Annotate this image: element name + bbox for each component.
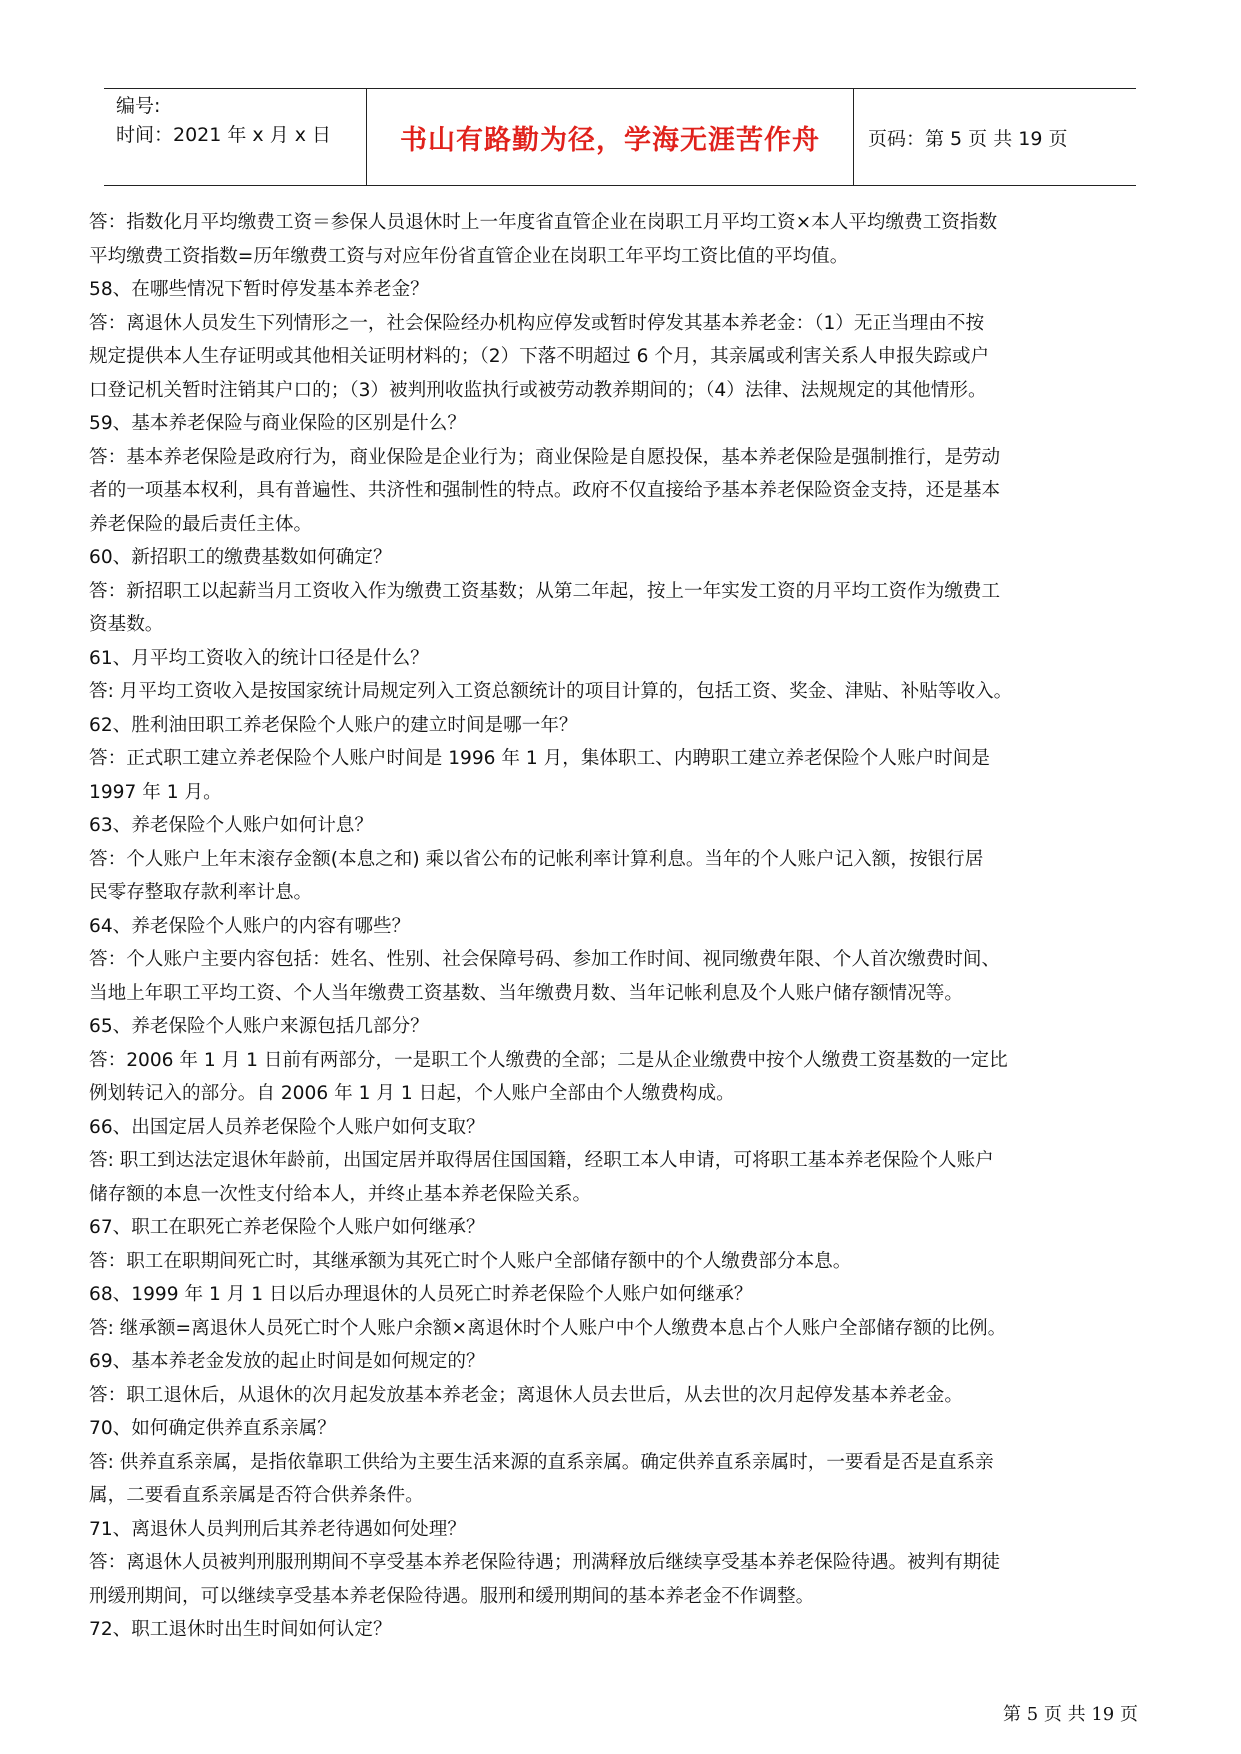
text-line: 65、养老保险个人账户来源包括几部分？ [89,1016,429,1037]
text-line: 67、职工在职死亡养老保险个人账户如何继承？ [89,1217,485,1238]
text-line: 答：2006 年 1 月 1 日前有两部分，一是职工个人缴费的全部；二是从企业缴费中按个人缴费工资基数的一定比 [89,1049,1008,1071]
text-line: 60、新招职工的缴费基数如何确定？ [89,547,392,568]
text-line: 61、月平均工资收入的统计口径是什么？ [89,647,429,669]
text-line: 58、在哪些情况下暂时停发基本养老金？ [89,279,429,300]
text-line: 当地上年职工平均工资、个人当年缴费工资基数、当年缴费月数、当年记帐利息及个人账户储存额情况等。 [89,982,963,1004]
text-line: 64、养老保险个人账户的内容有哪些？ [89,915,411,937]
text-line: 平均缴费工资指数=历年缴费工资与对应年份省直管企业在岗职工年平均工资比值的平均值。 [89,245,849,267]
text-line: 刑缓刑期间，可以继续享受基本养老保险待遇。服刑和缓刑期间的基本养老金不作调整。 [89,1585,815,1607]
header-meta [104,89,366,185]
text-line: 答: 月平均工资收入是按国家统计局规定列入工资总额统计的项目计算的，包括工资、奖金、津贴、补贴等收入。 [89,681,1013,702]
page-footer: 第 5 页 共 19 页 [1003,1704,1138,1725]
text-line: 答：离退休人员被判刑服刑期间不享受基本养老保险待遇；刑满释放后继续享受基本养老保险待遇。被判有期徒 [89,1552,1001,1573]
text-line: 答：离退休人员发生下列情形之一，社会保险经办机构应停发或暂时停发其基本养老金：（1）无正当理由不按 [89,312,985,334]
text-line: 储存额的本息一次性支付给本人，并终止基本养老保险关系。 [89,1183,592,1205]
document-header [104,88,1136,186]
header-page-info: 页码：第 5 页 共 19 页 [868,127,1068,150]
text-line: 66、出国定居人员养老保险个人账户如何支取？ [89,1116,485,1138]
text-line: 69、基本养老金发放的起止时间是如何规定的？ [89,1351,485,1372]
text-line: 养老保险的最后责任主体。 [89,513,313,535]
text-line: 答: 供养直系亲属，是指依靠职工供给为主要生活来源的直系亲属。确定供养直系亲属时，一要看是否是直系亲 [89,1451,994,1473]
text-line: 答：个人账户主要内容包括：姓名、性别、社会保障号码、参加工作时间、视同缴费年限、个人首次缴费时间、 [89,949,1001,970]
text-line: 72、职工退休时出生时间如何认定？ [89,1619,392,1640]
text-line: 71、离退休人员判刑后其养老待遇如何处理？ [89,1518,466,1540]
text-line: 答：职工在职期间死亡时，其继承额为其死亡时个人账户全部储存额中的个人缴费部分本息。 [89,1250,852,1272]
text-line: 答：指数化月平均缴费工资＝参保人员退休时上一年度省直管企业在岗职工月平均工资×本人平均缴费工资指数 [89,212,998,233]
document-body [89,206,1153,1647]
text-line: 68、1999 年 1 月 1 日以后办理退休的人员死亡时养老保险个人账户如何继承？ [89,1284,753,1305]
text-line: 规定提供本人生存证明或其他相关证明材料的；（2）下落不明超过 6 个月，其亲属或利害关系人申报失踪或户 [89,346,990,367]
text-line: 属，二要看直系亲属是否符合供养条件。 [89,1485,424,1506]
header-motto: 书山有路勤为径，学海无涯苦作舟 [400,124,820,156]
text-line: 答：基本养老保险是政府行为，商业保险是企业行为；商业保险是自愿投保，基本养老保险是强制推行，是劳动 [89,446,1001,468]
text-line: 民零存整取存款利率计息。 [89,882,313,903]
header-motto-cell [366,89,854,185]
document-number-label: 编号: [116,95,161,117]
text-line: 70、如何确定供养直系亲属？ [89,1418,336,1439]
text-line: 63、养老保险个人账户如何计息？ [89,815,373,836]
text-line: 答：个人账户上年末滚存金额(本息之和) 乘以省公布的记帐利率计算利息。当年的个人账户记入额，按银行居 [89,848,984,870]
header-page-cell [854,89,1136,185]
text-line: 者的一项基本权利，具有普遍性、共济性和强制性的特点。政府不仅直接给予基本养老保险资金支持，还是基本 [89,480,1001,501]
text-line: 答: 职工到达法定退休年龄前，出国定居并取得居住国国籍，经职工本人申请，可将职工基本养老保险个人账户 [89,1150,994,1171]
text-line: 口登记机关暂时注销其户口的；（3）被判刑收监执行或被劳动教养期间的；（4）法律、法规规定的其他情形。 [89,379,987,401]
text-line: 1997 年 1 月。 [89,781,222,803]
text-line: 答：职工退休后，从退休的次月起发放基本养老金；离退休人员去世后，从去世的次月起停发基本养老金。 [89,1384,963,1406]
text-line: 59、基本养老保险与商业保险的区别是什么？ [89,413,466,434]
text-line: 答：新招职工以起薪当月工资收入作为缴费工资基数；从第二年起，按上一年实发工资的月平均工资作为缴费工 [89,580,1001,602]
text-line: 答：正式职工建立养老保险个人账户时间是 1996 年 1 月，集体职工、内聘职工建立养老保险个人账户时间是 [89,748,990,769]
text-line: 答: 继承额=离退休人员死亡时个人账户余额×离退休时个人账户中个人缴费本息占个人账户全部储存额的比例。 [89,1317,1007,1339]
text-line: 62、胜利油田职工养老保险个人账户的建立时间是哪一年？ [89,714,578,736]
text-line: 资基数。 [89,614,164,635]
text-line: 例划转记入的部分。自 2006 年 1 月 1 日起，个人账户全部由个人缴费构成。 [89,1083,735,1104]
document-time-label: 时间：2021 年 x 月 x 日 [116,124,332,146]
